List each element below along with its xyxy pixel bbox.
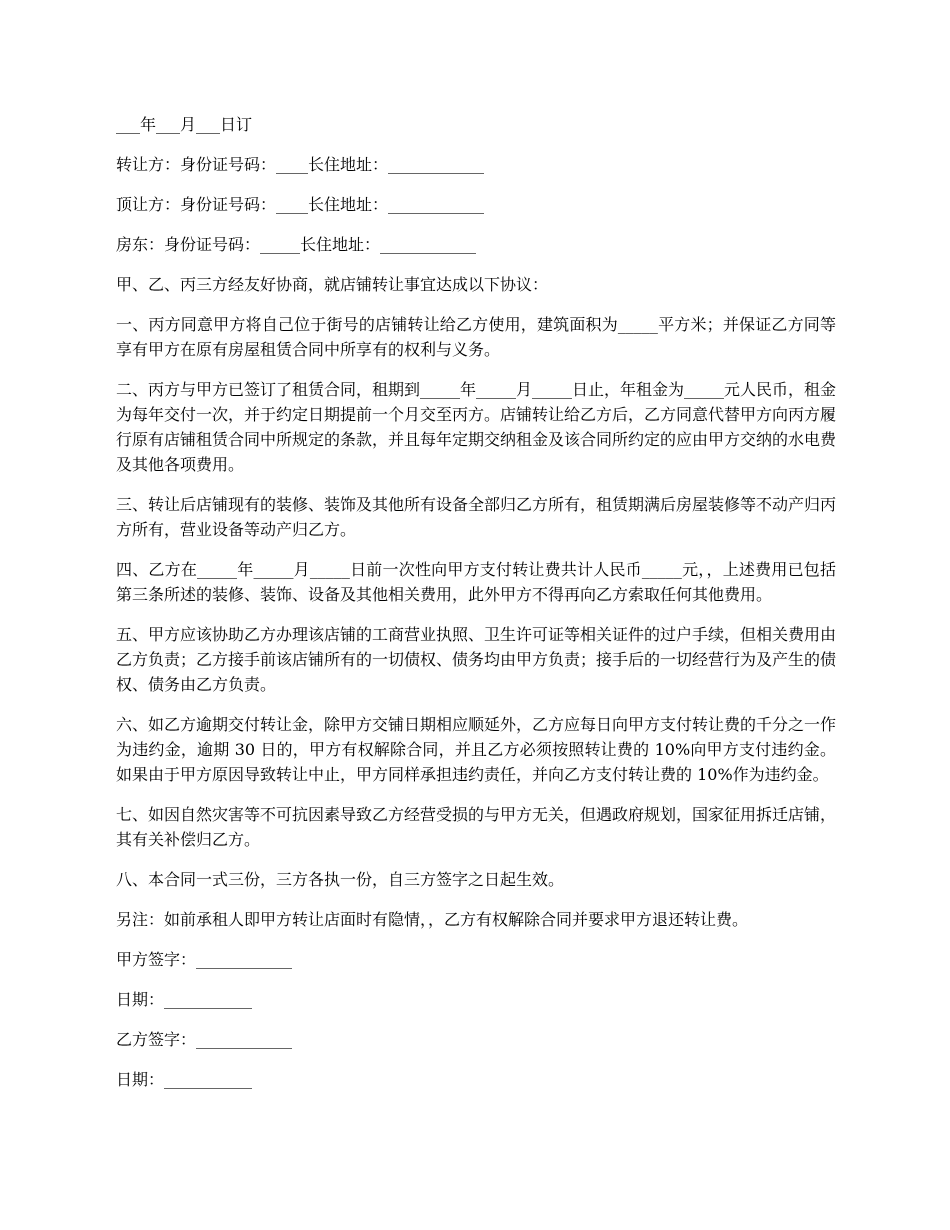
date-line: ___年___月___日订 [116, 115, 253, 134]
clause-4: 四、乙方在_____年_____月_____日前一次性向甲方支付转让费共计人民币_____元，，上述费用已包括第三条所述的装修、装饰、设备及其他相关费用，此外甲方不得再向乙方索取任何其他费用。 [116, 560, 836, 604]
landlord-line: 房东：身份证号码：_____长住地址：____________ [116, 235, 477, 254]
contract-document [116, 112, 836, 1107]
clause-8: 八、本合同一式三份，三方各执一份，自三方签字之日起生效。 [116, 870, 565, 889]
clause-3: 三、转让后店铺现有的装修、装饰及其他所有设备全部归乙方所有，租赁期满后房屋装修等不动产归丙方所有，营业设备等动产归乙方。 [116, 495, 837, 539]
additional-note: 另注：如前承租人即甲方转让店面时有隐情，，乙方有权解除合同并要求甲方退还转让费。 [116, 910, 749, 929]
clause-7: 七、如因自然灾害等不可抗因素导致乙方经营受损的与甲方无关，但遇政府规划，国家征用拆迁店铺，其有关补偿归乙方。 [116, 805, 837, 849]
clause-1: 一、丙方同意甲方将自己位于街号的店铺转让给乙方使用，建筑面积为_____平方米；并保证乙方同等享有甲方在原有房屋租赁合同中所享有的权利与义务。 [116, 315, 836, 359]
party-a-date: 日期：___________ [116, 990, 253, 1009]
agreement-intro: 甲、乙、丙三方经友好协商，就店铺转让事宜达成以下协议： [116, 275, 549, 294]
clause-6: 六、如乙方逾期交付转让金，除甲方交铺日期相应顺延外，乙方应每日向甲方支付转让费的千分之一作为违约金，逾期 30 日的，甲方有权解除合同，并且乙方必须按照转让费的 10%向甲方支付违约金。如果由于甲方原因导致转让中止，甲方同样承担违约责任，并向乙方支付转让费的 10%作为违约金。 [116, 715, 837, 784]
party-a-signature: 甲方签字：____________ [116, 950, 293, 969]
transferor-line: 转让方：身份证号码：____长住地址：____________ [116, 155, 485, 174]
clause-5: 五、甲方应该协助乙方办理该店铺的工商营业执照、卫生许可证等相关证件的过户手续，但相关费用由乙方负责；乙方接手前该店铺所有的一切债权、债务均由甲方负责；接手后的一切经营行为及产生的债权、债务由乙方负责。 [116, 625, 837, 694]
transferee-line: 顶让方：身份证号码：____长住地址：____________ [116, 195, 485, 214]
clause-2: 二、丙方与甲方已签订了租赁合同，租期到_____年_____月_____日止，年租金为_____元人民币，租金为每年交付一次，并于约定日期提前一个月交至丙方。店铺转让给乙方后，乙方同意代替甲方向丙方履行原有店铺租赁合同中所规定的条款，并且每年定期交纳租金及该合同所约定的应由甲方交纳的水电费及其他各项费用。 [116, 380, 837, 474]
party-b-signature: 乙方签字：____________ [116, 1030, 293, 1049]
party-b-date: 日期：___________ [116, 1070, 253, 1089]
